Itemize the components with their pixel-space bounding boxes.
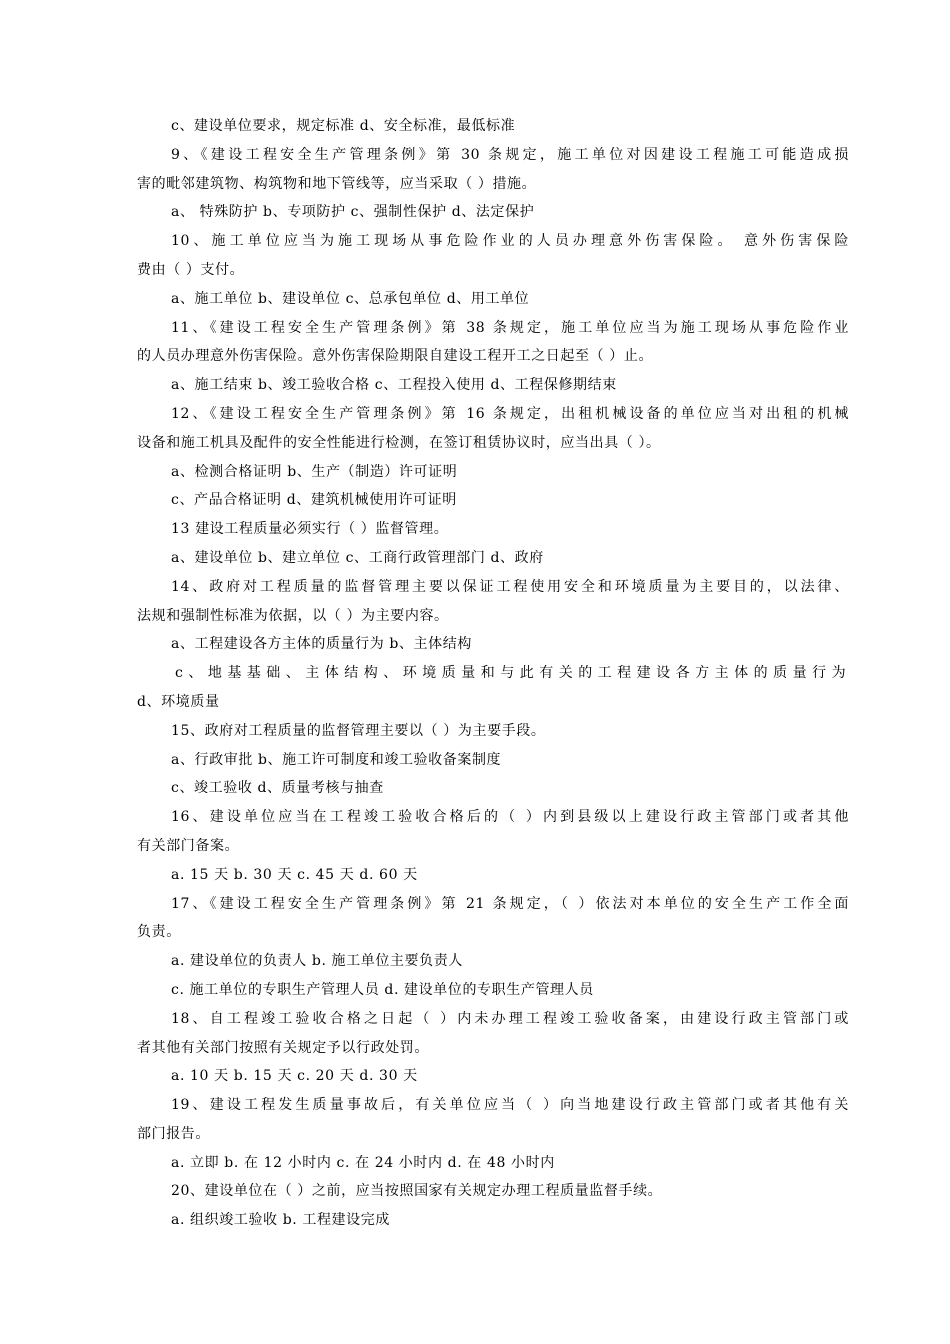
text-line: a. 组织竣工验收 b. 工程建设完成 xyxy=(171,1212,390,1229)
text-line: a、行政审批 b、施工许可制度和竣工验收备案制度 xyxy=(171,751,502,768)
text-line: a、 特殊防护 b、专项防护 c、强制性保护 d、法定保护 xyxy=(171,204,535,221)
text-line: a、检测合格证明 b、生产（制造）许可证明 xyxy=(171,463,458,480)
text-line: 13 建设工程质量必须实行（ ）监督管理。 xyxy=(171,521,449,538)
text-line: 的人员办理意外伤害保险。意外伤害保险期限自建设工程开工之日起至（ ）止。 xyxy=(137,348,654,365)
text-line: 设备和施工机具及配件的安全性能进行检测，在签订租赁协议时，应当出具（ ）。 xyxy=(137,434,661,451)
text-line: a、施工结束 b、竣工验收合格 c、工程投入使用 d、工程保修期结束 xyxy=(171,377,617,394)
text-line: 20、建设单位在（ ）之前，应当按照国家有关规定办理工程质量监督手续。 xyxy=(171,1183,663,1200)
text-line: c、竣工验收 d、质量考核与抽查 xyxy=(171,780,384,797)
text-line: 有关部门备案。 xyxy=(137,837,240,854)
text-line: a、施工单位 b、建设单位 c、总承包单位 d、用工单位 xyxy=(171,290,530,307)
text-line: 害的毗邻建筑物、构筑物和地下管线等，应当采取（ ）措施。 xyxy=(137,175,537,192)
text-line: 9、《建设工程安全生产管理条例》第 30 条规定，施工单位对因建设工程施工可能造成损 xyxy=(171,146,849,163)
text-line: 11、《建设工程安全生产管理条例》第 38 条规定，施工单位应当为施工现场从事危险作业 xyxy=(171,319,849,336)
text-line: 17、《建设工程安全生产管理条例》第 21 条规定，（ ）依法对本单位的安全生产工作全面 xyxy=(171,895,849,912)
text-line: 法规和强制性标准为依据，以（ ）为主要内容。 xyxy=(137,607,449,624)
text-line: a. 建设单位的负责人 b. 施工单位主要负责人 xyxy=(171,953,463,970)
text-line: 18、自工程竣工验收合格之日起（ ）内未办理工程竣工验收备案，由建设行政主管部门或 xyxy=(171,1010,849,1027)
text-line: 部门报告。 xyxy=(137,1125,210,1142)
text-line: 10、施工单位应当为施工现场从事危险作业的人员办理意外伤害保险。 意外伤害保险 xyxy=(171,233,849,250)
text-line: 15、政府对工程质量的监督管理主要以（ ）为主要手段。 xyxy=(171,722,546,739)
text-line: a. 10 天 b. 15 天 c. 20 天 d. 30 天 xyxy=(171,1068,418,1085)
text-line: 19、建设工程发生质量事故后，有关单位应当（ ）向当地建设行政主管部门或者其他有关 xyxy=(171,1097,849,1114)
text-line: a. 15 天 b. 30 天 c. 45 天 d. 60 天 xyxy=(171,866,418,883)
text-line: 12、《建设工程安全生产管理条例》第 16 条规定，出租机械设备的单位应当对出租的机械 xyxy=(171,405,849,422)
text-line: a、工程建设各方主体的质量行为 b、主体结构 xyxy=(171,636,472,653)
text-line: 负责。 xyxy=(137,924,181,941)
text-line: d、环境质量 xyxy=(137,693,220,710)
text-line: c、建设单位要求，规定标准 d、安全标准，最低标准 xyxy=(171,118,516,134)
text-line: c. 施工单位的专职生产管理人员 d. 建设单位的专职生产管理人员 xyxy=(171,981,594,998)
text-line: 14、政府对工程质量的监督管理主要以保证工程使用安全和环境质量为主要目的，以法律、 xyxy=(171,578,849,595)
text-line: a. 立即 b. 在 12 小时内 c. 在 24 小时内 d. 在 48 小时内 xyxy=(171,1154,555,1171)
text-line: c、地基基础、主体结构、环境质量和与此有关的工程建设各方主体的质量行为 xyxy=(175,665,849,682)
text-line: 费由（ ）支付。 xyxy=(137,261,245,278)
text-line: 者其他有关部门按照有关规定予以行政处罚。 xyxy=(137,1039,429,1056)
text-line: a、建设单位 b、建立单位 c、工商行政管理部门 d、政府 xyxy=(171,549,544,566)
text-line: c、产品合格证明 d、建筑机械使用许可证明 xyxy=(171,492,457,509)
text-line: 16、建设单位应当在工程竣工验收合格后的（ ）内到县级以上建设行政主管部门或者其他 xyxy=(171,809,849,826)
document-body xyxy=(137,112,849,1235)
